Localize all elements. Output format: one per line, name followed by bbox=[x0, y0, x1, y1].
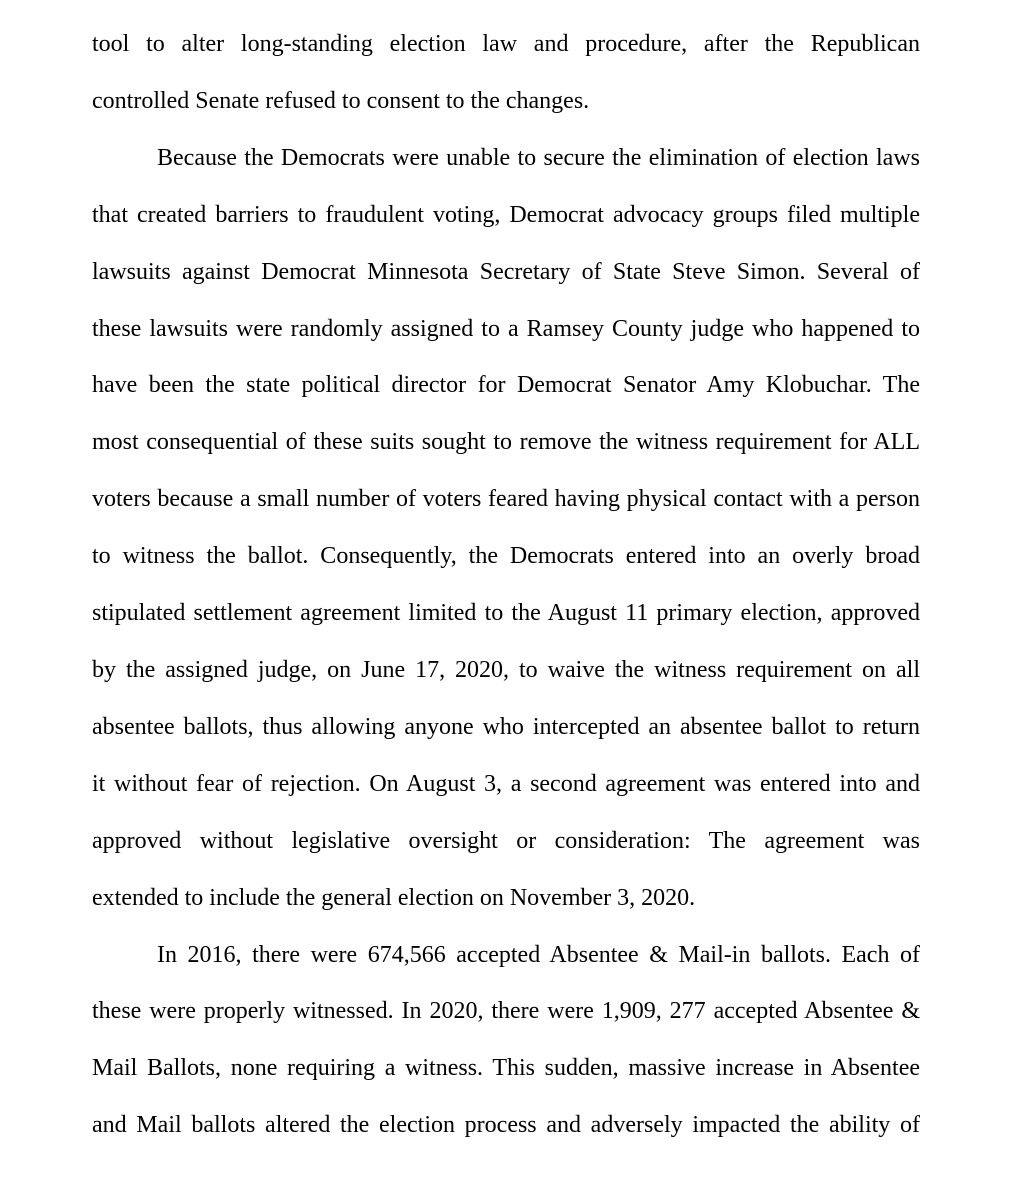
text-line: most consequential of these suits sought to remove the witness requirement for ALL bbox=[92, 429, 920, 456]
text-line: to witness the ballot. Consequently, the Democrats entered into an overly broad bbox=[92, 543, 920, 570]
text-line: absentee ballots, thus allowing anyone who intercepted an absentee ballot to return bbox=[92, 713, 920, 740]
text-line: and Mail ballots altered the election process and adversely impacted the ability of bbox=[92, 1112, 920, 1139]
text-line: lawsuits against Democrat Minnesota Secretary of State Steve Simon. Several of bbox=[92, 258, 920, 285]
text-line: approved without legislative oversight or consideration: The agreement was bbox=[92, 827, 920, 854]
text-line: tool to alter long-standing election law and procedure, after the Republican bbox=[92, 31, 920, 57]
paragraph bbox=[92, 927, 920, 1155]
text-line: voters because a small number of voters feared having physical contact with a person bbox=[92, 486, 920, 513]
text-line: it without fear of rejection. On August 3, a second agreement was entered into and bbox=[92, 770, 920, 797]
text-line: that created barriers to fraudulent voting, Democrat advocacy groups filed multiple bbox=[92, 201, 920, 228]
document-body bbox=[92, 16, 920, 1154]
text-line: In 2016, there were 674,566 accepted Absentee & Mail-in ballots. Each of bbox=[157, 941, 920, 968]
text-line: Mail Ballots, none requiring a witness. This sudden, massive increase in Absentee bbox=[92, 1055, 920, 1082]
text-line: stipulated settlement agreement limited to the August 11 primary election, approved bbox=[92, 600, 920, 627]
text-line: controlled Senate refused to consent to the changes. bbox=[92, 87, 590, 114]
paragraph bbox=[92, 130, 920, 927]
text-line: Because the Democrats were unable to secure the elimination of election laws bbox=[157, 144, 920, 171]
text-line: by the assigned judge, on June 17, 2020, to waive the witness requirement on all bbox=[92, 656, 920, 683]
text-line: these lawsuits were randomly assigned to a Ramsey County judge who happened to bbox=[92, 315, 920, 342]
text-line: extended to include the general election on November 3, 2020. bbox=[92, 884, 696, 911]
text-line: have been the state political director for Democrat Senator Amy Klobuchar. The bbox=[92, 372, 920, 399]
text-line: these were properly witnessed. In 2020, there were 1,909, 277 accepted Absentee & bbox=[92, 998, 920, 1025]
paragraph bbox=[92, 16, 920, 130]
